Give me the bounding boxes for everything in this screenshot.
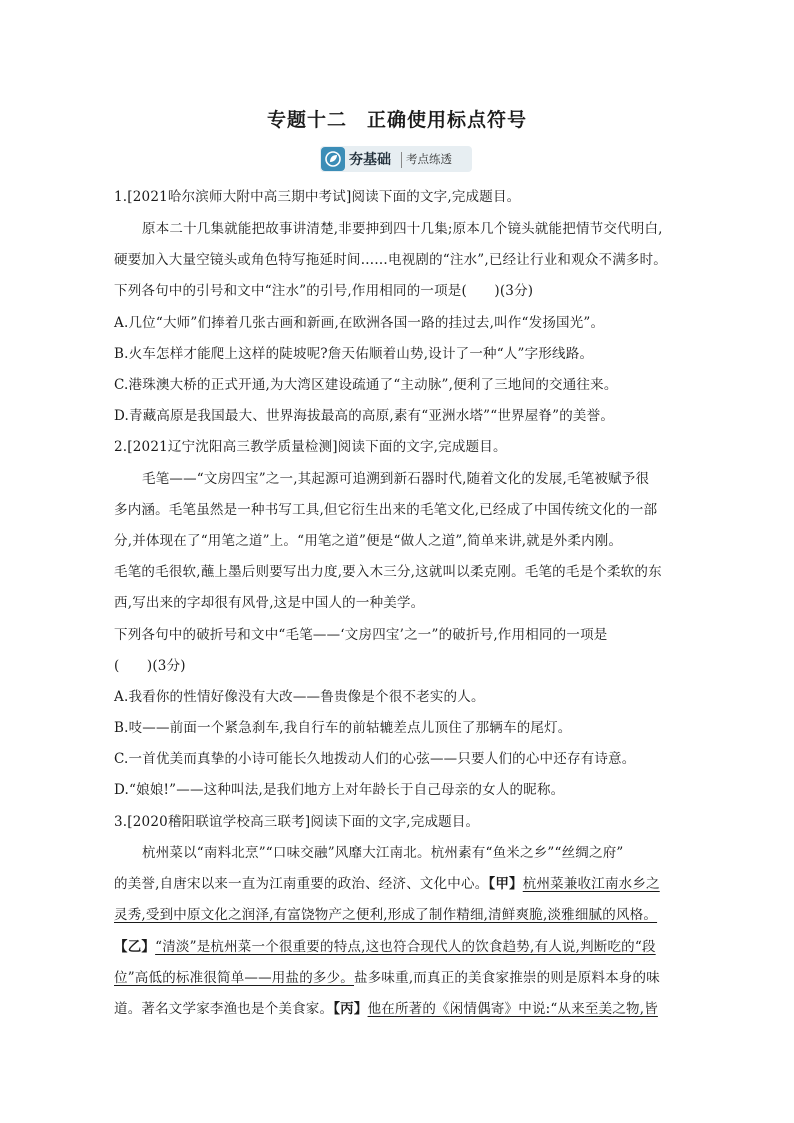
q2-option-c: C.一首优美而真挚的小诗可能长久地拨动人们的心弦——只要人们的心中还存有诗意。 [114, 751, 636, 767]
underlined-sentence-yi-cont: 位”高低的标准很简单——用盐的多少。 [114, 970, 355, 986]
q1-passage-line: 硬要加入大量空镜头或角色特写拖延时间……电视剧的“注水”,已经让行业和观众不满多时。 [114, 252, 667, 268]
page-title: 专题十二 正确使用标点符号 [266, 109, 527, 131]
q3-passage-line: 杭州菜以“南料北烹”“口味交融”风靡大江南北。杭州素有“鱼米之乡”“丝绸之府” [142, 845, 624, 861]
q2-option-a: A.我看你的性情好像没有大改——鲁贵像是个很不老实的人。 [114, 689, 485, 705]
q2-passage-line: 毛笔的毛很软,蘸上墨后则要写出力度,要入木三分,这就叫以柔克刚。毛笔的毛是个柔软的东 [114, 564, 662, 580]
q2-stem: 下列各句中的破折号和文中“毛笔——‘文房四宝’之一”的破折号,作用相同的一项是 [114, 627, 608, 643]
q2-passage-line: 西,写出来的字却很有风骨,这是中国人的一种美学。 [114, 595, 425, 611]
q3-passage-line: 的美誉,自唐宋以来一直为江南重要的政治、经济、文化中心。【甲】杭州菜兼收江南水乡之 [114, 876, 660, 892]
q2-passage-line: 多内涵。毛笔虽然是一种书写工具,但它衍生出来的毛笔文化,已经成了中国传统文化的一部 [114, 502, 658, 518]
marker-bing: 【丙】 [333, 1001, 368, 1017]
q2-header: 2.[2021辽宁沈阳高三教学质量检测]阅读下面的文字,完成题目。 [114, 439, 507, 455]
marker-jia: 【甲】 [488, 876, 523, 892]
q3-passage-line: 位”高低的标准很简单——用盐的多少。盐多味重,而真正的美食家推崇的则是原料本身的味 [114, 970, 660, 986]
q3-header: 3.[2020稽阳联谊学校高三联考]阅读下面的文字,完成题目。 [114, 814, 480, 830]
q2-stem-cont: ( )(3分) [114, 658, 186, 674]
section-banner [320, 146, 472, 172]
banner-divider [401, 152, 402, 168]
q2-option-d: D.“娘娘!”——这种叫法,是我们地方上对年龄长于自己母亲的女人的昵称。 [114, 782, 565, 798]
q1-option-a: A.几位“大师”们捧着几张古画和新画,在欧洲各国一路的挂过去,叫作“发扬国光”。 [114, 315, 605, 331]
banner-subtitle: 考点练透 [406, 152, 452, 166]
q1-option-c: C.港珠澳大桥的正式开通,为大湾区建设疏通了“主动脉”,便利了三地间的交通往来。 [114, 377, 618, 393]
q3-passage-line [114, 937, 694, 957]
q1-stem: 下列各句中的引号和文中“注水”的引号,作用相同的一项是( )(3分) [114, 283, 534, 299]
leaf-icon [321, 147, 345, 171]
q1-header: 1.[2021哈尔滨师大附中高三期中考试]阅读下面的文字,完成题目。 [114, 189, 521, 205]
q1-option-b: B.火车怎样才能爬上这样的陡坡呢?詹天佑顺着山势,设计了一种“人”字形线路。 [114, 346, 594, 362]
q3-passage-line: 道。著名文学家李渔也是个美食家。【丙】他在所著的《闲情偶寄》中说:“从来至美之物,皆 [114, 1001, 658, 1017]
q2-passage-line: 分,并体现在了“用笔之道”上。“用笔之道”便是“做人之道”,简单来讲,就是外柔内刚。 [114, 533, 623, 549]
q2-option-b: B.吱——前面一个紧急刹车,我自行车的前轱辘差点儿顶住了那辆车的尾灯。 [114, 720, 572, 736]
underlined-sentence-jia-cont: 灵秀,受到中原文化之润泽,有富饶物产之便利,形成了制作精细,清鲜爽脆,淡雅细腻的风格。 [114, 907, 658, 923]
marker-yi: 【乙】 [114, 939, 156, 955]
underlined-sentence-yi: “清淡”是杭州菜一个很重要的特点,这也符合现代人的饮食趋势,有人说,判断吃的“段 [155, 939, 656, 955]
q1-passage-line: 原本二十几集就能把故事讲清楚,非要抻到四十几集;原本几个镜头就能把情节交代明白, [142, 221, 663, 237]
q2-passage-line: 毛笔——“文房四宝”之一,其起源可追溯到新石器时代,随着文化的发展,毛笔被赋予很 [142, 471, 650, 487]
q1-option-d: D.青藏高原是我国最大、世界海拔最高的高原,素有“亚洲水塔”“世界屋脊”的美誉。 [114, 408, 615, 424]
underlined-sentence-bing: 他在所著的《闲情偶寄》中说:“从来至美之物,皆 [367, 1001, 658, 1017]
banner-title: 夯基础 [349, 152, 391, 168]
underlined-sentence-jia: 杭州菜兼收江南水乡之 [522, 876, 660, 892]
